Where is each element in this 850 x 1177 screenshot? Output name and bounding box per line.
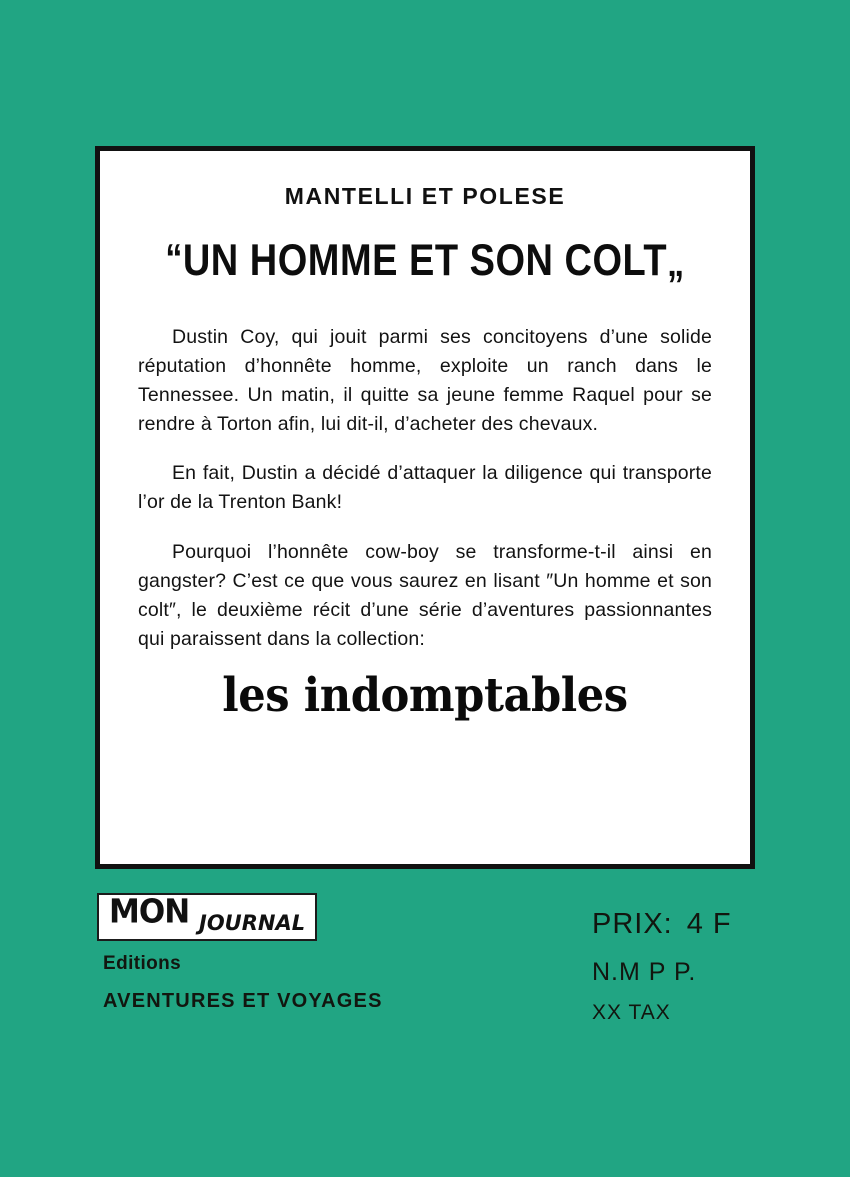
text-panel-inner [100, 151, 750, 864]
price-block [592, 908, 822, 1025]
publisher-imprint-label: AVENTURES ET VOYAGES [103, 990, 383, 1012]
logo-text-journal: JOURNAL [199, 911, 306, 935]
synopsis-paragraph-1: Dustin Coy, qui jouit parmi ses concitoyens d’une solide réputation d’honnête homme, exploite un ranch dans le Tennessee. Un matin, il quitte sa jeune femme Raquel pour se rendre à Torton afin, lui dit-il, d’acheter des chevaux. [138, 326, 712, 435]
synopsis [138, 323, 712, 654]
logo-text-mon: MON [109, 893, 190, 931]
collection-name: les indomptables [222, 667, 628, 723]
authors-line: MANTELLI ET POLESE [284, 183, 566, 209]
title-text: UN HOMME ET SON COLT [182, 236, 668, 286]
price-label: PRIX: [592, 908, 673, 940]
price-line [592, 908, 822, 941]
synopsis-paragraph-2: En fait, Dustin a décidé d’attaquer la diligence qui transporte l’or de la Trenton Bank! [138, 462, 712, 514]
synopsis-paragraph-3: Pourquoi l’honnête cow-boy se transforme-t-il ainsi en gangster? C’est ce que vous saurez en lisant ″Un homme et son colt″, le deuxième récit d’une série d’aventures passionnantes qui paraissent dans la collection: [138, 541, 712, 650]
page-title [138, 236, 712, 287]
nmpp-label: N.M P P. [592, 958, 697, 986]
publisher-block [95, 893, 475, 1013]
price-amount: 4 F [686, 908, 732, 940]
tax-label: XX TAX [592, 1001, 671, 1024]
text-panel [95, 146, 755, 869]
publisher-editions-label: Editions [103, 953, 182, 974]
close-quote-glyph: „ [667, 240, 685, 286]
mon-journal-logo [97, 893, 317, 941]
open-quote-glyph: “ [165, 236, 183, 281]
